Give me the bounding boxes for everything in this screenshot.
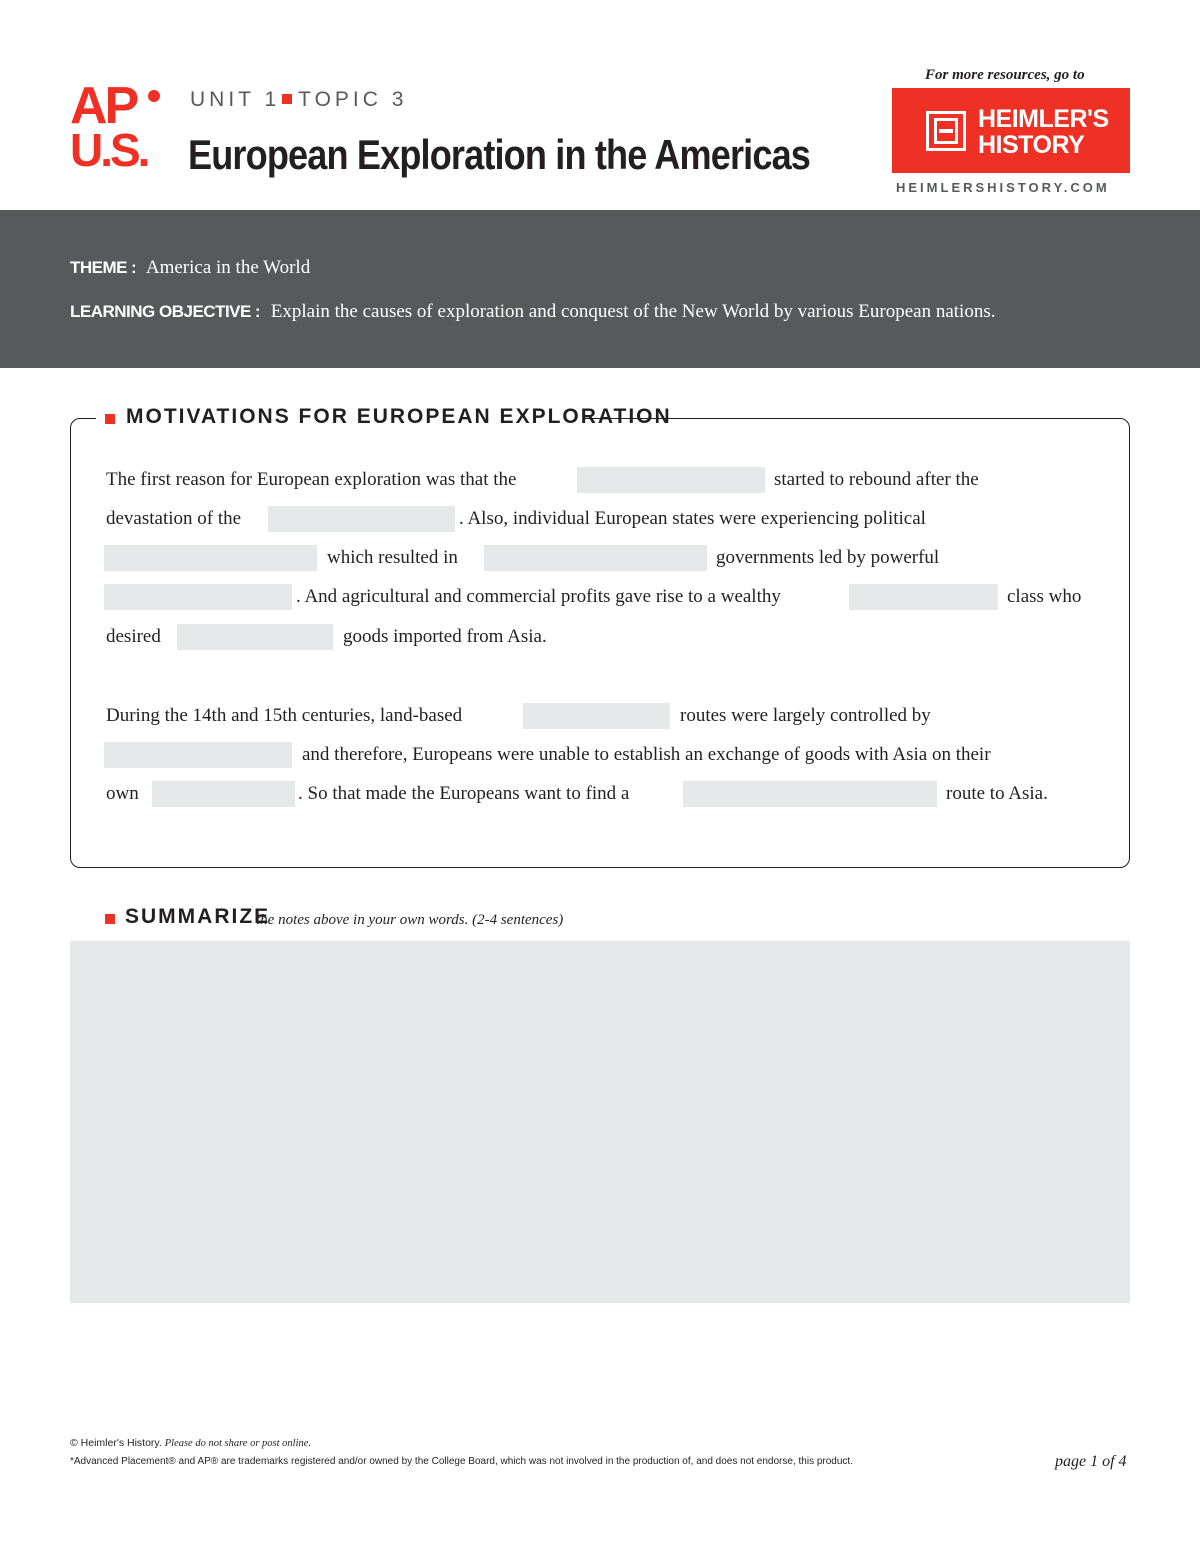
heimler-h-inner: [934, 118, 958, 144]
p1-line4-text-b: class who: [1007, 586, 1082, 607]
logo-us-text: U.S.: [70, 124, 148, 176]
theme-label: THEME :: [70, 258, 137, 277]
unit-topic-line: [190, 88, 407, 112]
objective-row: [70, 301, 995, 323]
page-title: European Exploration in the Americas: [188, 131, 811, 178]
logo-ap-text: AP: [70, 77, 137, 135]
summarize-heading: SUMMARIZE: [125, 905, 271, 928]
blank-field[interactable]: [152, 781, 295, 807]
p1-line5-text-a: desired: [106, 626, 161, 647]
section-bullet-square: [105, 414, 115, 424]
p1-line3-text-a: which resulted in: [327, 547, 458, 568]
p2-line3-text-b: . So that made the Europeans want to find a: [298, 783, 630, 804]
summarize-instruction: the notes above in your own words. (2-4 sentences): [256, 912, 564, 928]
p2-line1-text-a: During the 14th and 15th centuries, land-based: [106, 705, 463, 726]
unit-label: UNIT 1: [190, 88, 281, 111]
theme-row: [70, 257, 310, 279]
p2-line3-text-c: route to Asia.: [946, 783, 1048, 804]
p2-line2-text: and therefore, Europeans were unable to establish an exchange of goods with Asia on their: [302, 744, 991, 765]
brand-url-link[interactable]: HEIMLERSHISTORY.COM: [896, 180, 1110, 195]
blank-field[interactable]: [104, 742, 292, 768]
blank-field[interactable]: [268, 506, 455, 532]
blank-field[interactable]: [683, 781, 937, 807]
p1-line5-text-b: goods imported from Asia.: [343, 626, 547, 647]
copyright-text: © Heimler's History.: [70, 1437, 162, 1449]
blank-field[interactable]: [104, 584, 292, 610]
p1-line4-text-a: . And agricultural and commercial profits gave rise to a wealthy: [296, 586, 781, 607]
section-bullet-square: [105, 914, 115, 924]
summary-text-area[interactable]: [70, 941, 1130, 1303]
brand-name: [978, 106, 1109, 158]
p2-line3-text-a: own: [106, 783, 139, 804]
p1-line2-text-b: . Also, individual European states were experiencing political: [459, 508, 926, 529]
footer-copyright: [70, 1437, 311, 1449]
blank-field[interactable]: [177, 624, 333, 650]
blank-field[interactable]: [849, 584, 998, 610]
brand-name-line1: HEIMLER'S: [978, 105, 1109, 133]
p1-line2-text-a: devastation of the: [106, 508, 242, 529]
p1-line1-text-a: The first reason for European exploration was that the: [106, 469, 517, 490]
brand-name-line2: HISTORY: [978, 131, 1085, 159]
theme-banner: [0, 210, 1200, 368]
blank-field[interactable]: [577, 467, 765, 493]
topic-label: TOPIC 3: [298, 88, 408, 111]
page-number: page 1 of 4: [1055, 1453, 1127, 1470]
p1-line1-text-b: started to rebound after the: [774, 469, 979, 490]
trademark-notice: *Advanced Placement® and AP® are trademarks registered and/or owned by the College Board, which was not involved in the production of, and does not endorse, this product.: [70, 1456, 853, 1467]
p2-line1-text-b: routes were largely controlled by: [680, 705, 931, 726]
heimler-h-icon: [926, 111, 966, 151]
motivations-heading: MOTIVATIONS FOR EUROPEAN EXPLORATION: [126, 405, 672, 428]
p1-line3-text-b: governments led by powerful: [716, 547, 940, 568]
blank-field[interactable]: [484, 545, 707, 571]
objective-value: Explain the causes of exploration and conquest of the New World by various European nations.: [270, 301, 996, 322]
theme-value: America in the World: [145, 257, 311, 278]
resources-label: For more resources, go to: [925, 67, 1085, 83]
share-notice: Please do not share or post online.: [164, 1438, 312, 1449]
objective-label: LEARNING OBJECTIVE :: [70, 302, 261, 321]
blank-field[interactable]: [104, 545, 317, 571]
blank-field[interactable]: [523, 703, 670, 729]
ap-us-logo: [70, 77, 162, 182]
logo-dot: [148, 90, 160, 102]
separator-square: [282, 94, 292, 104]
